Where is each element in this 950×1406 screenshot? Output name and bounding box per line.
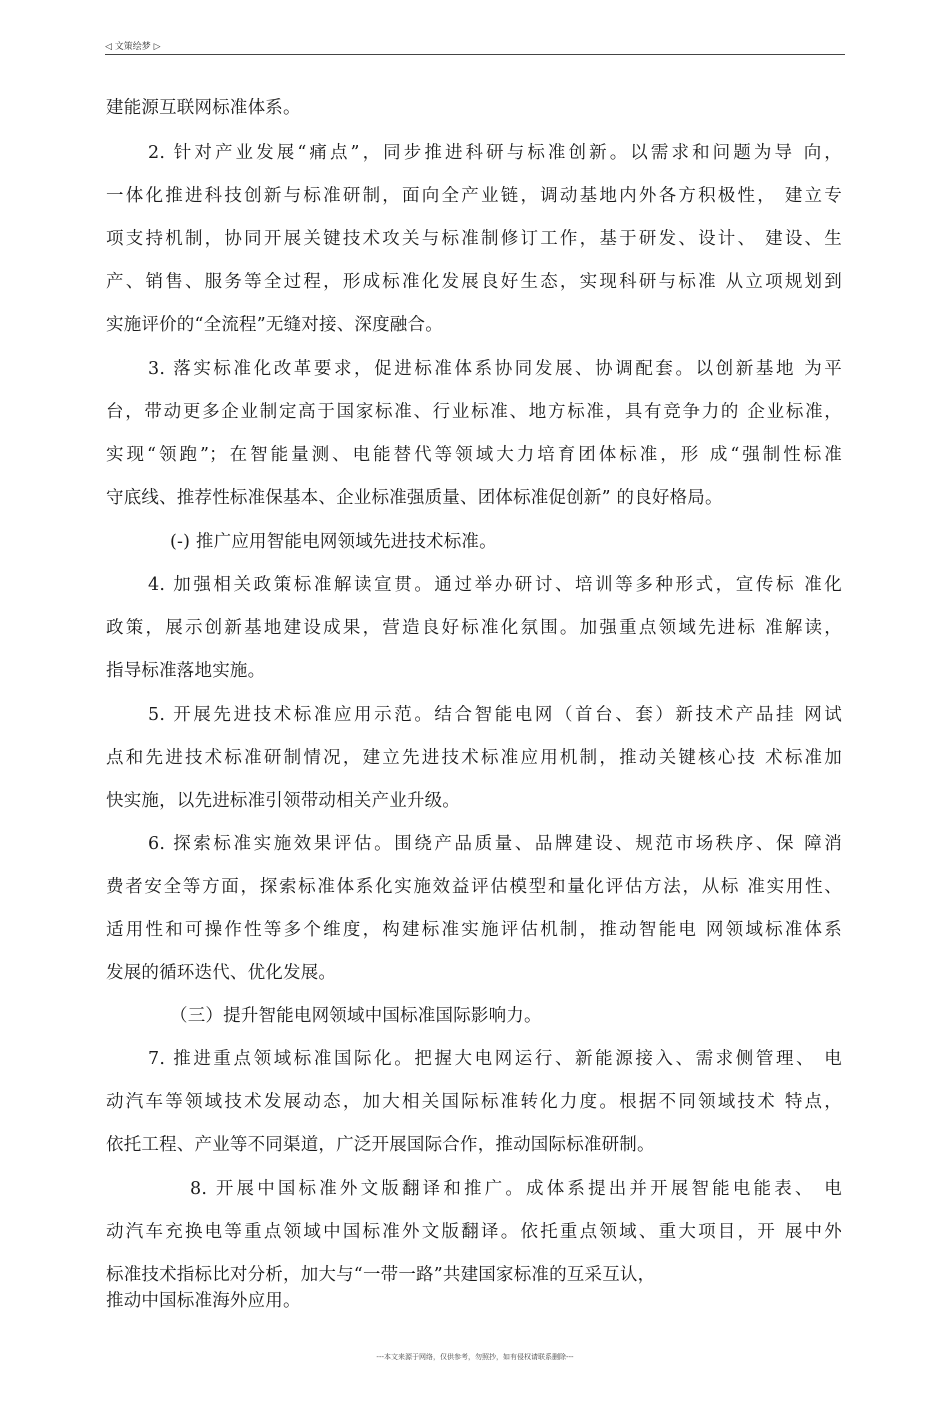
body-line: 指导标准落地实施。 [106, 661, 266, 681]
body-line: 2. 针对产业发展“痛点”，同步推进科研与标准创新。以需求和问题为导 向， [148, 143, 842, 163]
body-line: 适用性和可操作性等多个维度，构建标准实施评估机制，推动智能电 网领域标准体系 [106, 920, 842, 940]
body-line: 点和先进技术标准研制情况，建立先进技术标准应用机制，推动关键核心技 术标准加 [106, 748, 842, 768]
body-line: 4. 加强相关政策标准解读宣贯。通过举办研讨、培训等多种形式，宣传标 准化 [148, 575, 842, 595]
body-line: 项支持机制，协同开展关键技术攻关与标准制修订工作，基于研发、设计、 建设、生 [106, 229, 842, 249]
body-line: 快实施，以先进标准引领带动相关产业升级。 [106, 791, 460, 811]
body-line: 依托工程、产业等不同渠道，广泛开展国际合作，推动国际标准研制。 [106, 1135, 655, 1155]
body-line: 守底线、推荐性标准保基本、企业标准强质量、团体标准促创新” 的良好格局。 [106, 488, 723, 508]
body-line: 推动中国标准海外应用。 [106, 1291, 301, 1311]
body-line: 3. 落实标准化改革要求，促进标准体系协同发展、协调配套。以创新基地 为平 [148, 359, 842, 379]
body-line: 一体化推进科技创新与标准研制，面向全产业链，调动基地内外各方积极性， 建立专 [106, 186, 842, 206]
body-line: 政策，展示创新基地建设成果，营造良好标准化氛围。加强重点领域先进标 准解读， [106, 618, 842, 638]
body-line: 动汽车充换电等重点领域中国标准外文版翻译。依托重点领域、重大项目，开 展中外 [106, 1222, 842, 1242]
body-line: 发展的循环迭代、优化发展。 [106, 963, 337, 983]
body-line: 实施评价的“全流程”无缝对接、深度融合。 [106, 315, 443, 335]
body-line: 8. 开展中国标准外文版翻译和推广。成体系提出并开展智能电能表、 电 [190, 1179, 842, 1199]
body-line: 5. 开展先进技术标准应用示范。结合智能电网（首台、套）新技术产品挂 网试 [148, 705, 842, 725]
body-line: 费者安全等方面，探索标准体系化实施效益评估模型和量化评估方法，从标 准实用性、 [106, 877, 842, 897]
section-heading: (-) 推广应用智能电网领域先进技术标准。 [170, 532, 497, 552]
body-line: 产、销售、服务等全过程，形成标准化发展良好生态，实现科研与标准 从立项规划到 [106, 272, 842, 292]
body-line: 标准技术指标比对分析，加大与“一带一路”共建国家标准的互采互认， [106, 1265, 656, 1285]
body-line: 实现“领跑”；在智能量测、电能替代等领域大力培育团体标准，形 成“强制性标准 [106, 445, 842, 465]
section-heading: （三）提升智能电网领域中国标准国际影响力。 [170, 1006, 542, 1026]
body-line: 6. 探索标准实施效果评估。围绕产品质量、品牌建设、规范市场秩序、保 障消 [148, 834, 842, 854]
body-line: 7. 推进重点领域标准国际化。把握大电网运行、新能源接入、需求侧管理、 电 [148, 1049, 842, 1069]
body-line: 建能源互联网标准体系。 [106, 98, 301, 118]
page-header [105, 38, 845, 55]
body-line: 动汽车等领域技术发展动态，加大相关国际标准转化力度。根据不同领域技术 特点， [106, 1092, 842, 1112]
page-footer: ---本文来源于网络，仅供参考，勿照抄，如有侵权请联系删除--- [376, 1353, 574, 1361]
header-title: ◁ 文策绘梦 ▷ [105, 42, 161, 52]
body-line: 台，带动更多企业制定高于国家标准、行业标准、地方标准，具有竞争力的 企业标准， [106, 402, 842, 422]
